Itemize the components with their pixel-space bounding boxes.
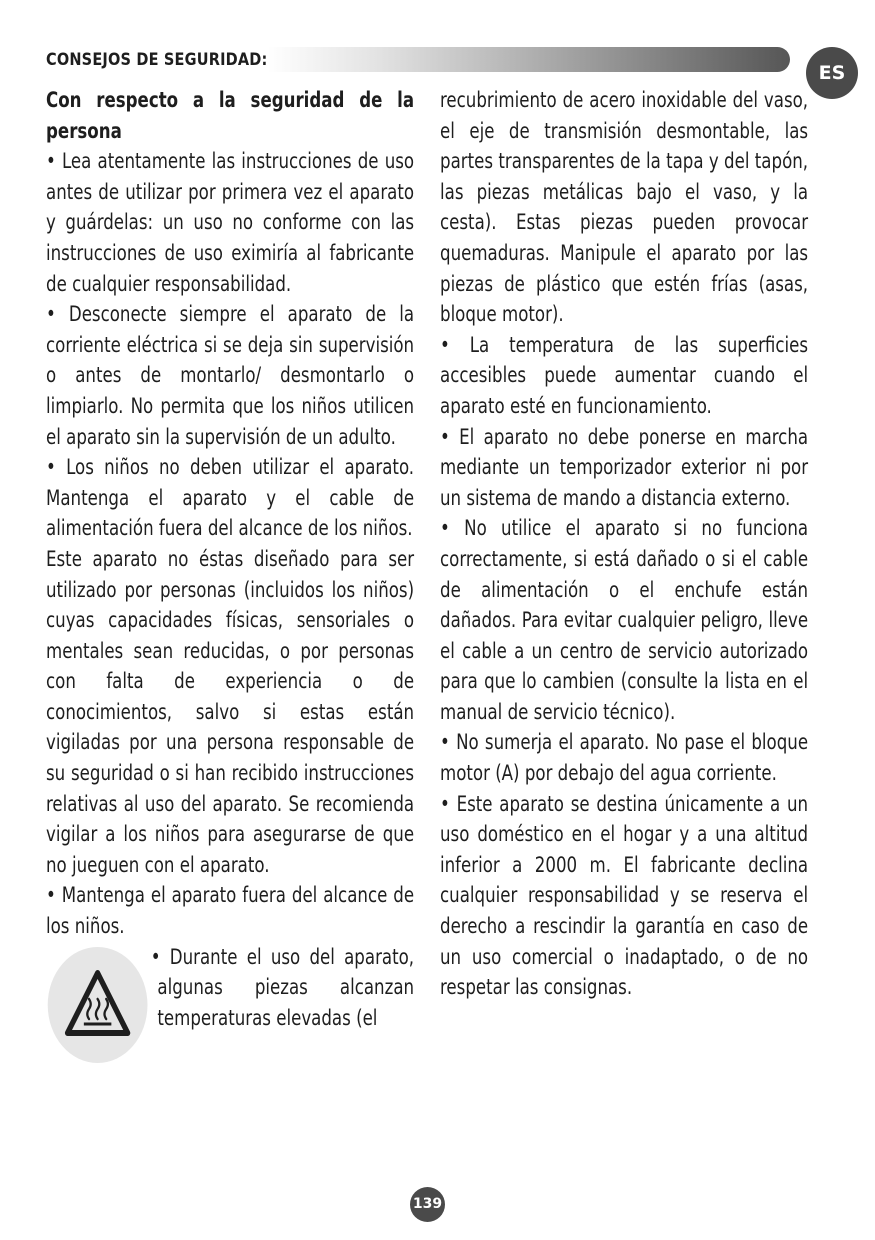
- paragraph: • Este aparato se destina únicamente a un uso doméstico en el hogar y a una altitud inferior a 2000 m. El fabricante declina cualquier responsabilidad y se reserva el derecho a rescindir la garantía en caso de un uso comercial o inadaptado, o de no respetar las consignas.: [440, 791, 809, 1001]
- paragraph: Este aparato no éstas diseñado para ser utilizado por personas (incluidos los niños) cuyas capacidades físicas, sensoriales o mentales sean reducidas, o por personas con falta de experiencia o de conocimientos, salvo si estas están vigiladas por una persona responsable de su seguridad o si han recibido instrucciones relativas al uso del aparato. Se recomienda vigilar a los niños para asegurarse de que no jueguen con el aparato.: [46, 546, 415, 878]
- warning-block: [46, 943, 414, 1035]
- paragraph: • Desconecte siempre el aparato de la corriente eléctrica si se deja sin supervisión o antes de montarlo/ desmontarlo o limpiarlo. No permita que los niños utilicen el aparato sin la supervisión de un adulto.: [46, 302, 415, 450]
- hot-surface-warning-icon: [46, 945, 149, 1065]
- paragraph: • La temperatura de las superficies accesibles puede aumentar cuando el aparato esté en funcionamiento.: [440, 332, 809, 419]
- paragraph: • Lea atentamente las instrucciones de uso antes de utilizar por primera vez el aparato y guárdelas: un uso no conforme con las instrucciones de uso eximiría al fabricante de cualquier responsabilidad.: [46, 149, 415, 297]
- section-title: CONSEJOS DE SEGURIDAD:: [46, 50, 268, 69]
- right-column: [440, 86, 808, 1004]
- page-number: 139: [410, 1187, 445, 1222]
- section-heading: Con respecto a la seguridad de la persona: [46, 88, 415, 144]
- paragraph: • El aparato no debe ponerse en marcha mediante un temporizador exterior ni por un sistema de mando a distancia externo.: [440, 424, 809, 511]
- paragraph: recubrimiento de acero inoxidable del vaso, el eje de transmisión desmontable, las partes transparentes de la tapa y del tapón, las piezas metálicas bajo el vaso, y la cesta). Estas piezas pueden provocar quemaduras. Manipule el aparato por las piezas de plástico que estén frías (asas, bloque motor).: [440, 88, 809, 328]
- paragraph: • No sumerja el aparato. No pase el bloque motor (A) por debajo del agua corriente.: [440, 730, 809, 787]
- paragraph: • Mantenga el aparato fuera del alcance de los niños.: [46, 883, 415, 940]
- left-column: [46, 86, 414, 1065]
- language-badge: ES: [806, 47, 858, 99]
- paragraph: • Los niños no deben utilizar el aparato. Mantenga el aparato y el cable de alimentación fuera del alcance de los niños.: [46, 455, 415, 542]
- paragraph: • No utilice el aparato si no funciona correctamente, si está dañado o si el cable de alimentación o el enchufe están dañados. Para evitar cualquier peligro, lleve el cable a un centro de servicio autorizado para que lo cambien (consulte la lista en el manual de servicio técnico).: [440, 516, 809, 725]
- paragraph: • Durante el uso del aparato, algunas piezas alcanzan temperaturas elevadas (el: [150, 944, 415, 1031]
